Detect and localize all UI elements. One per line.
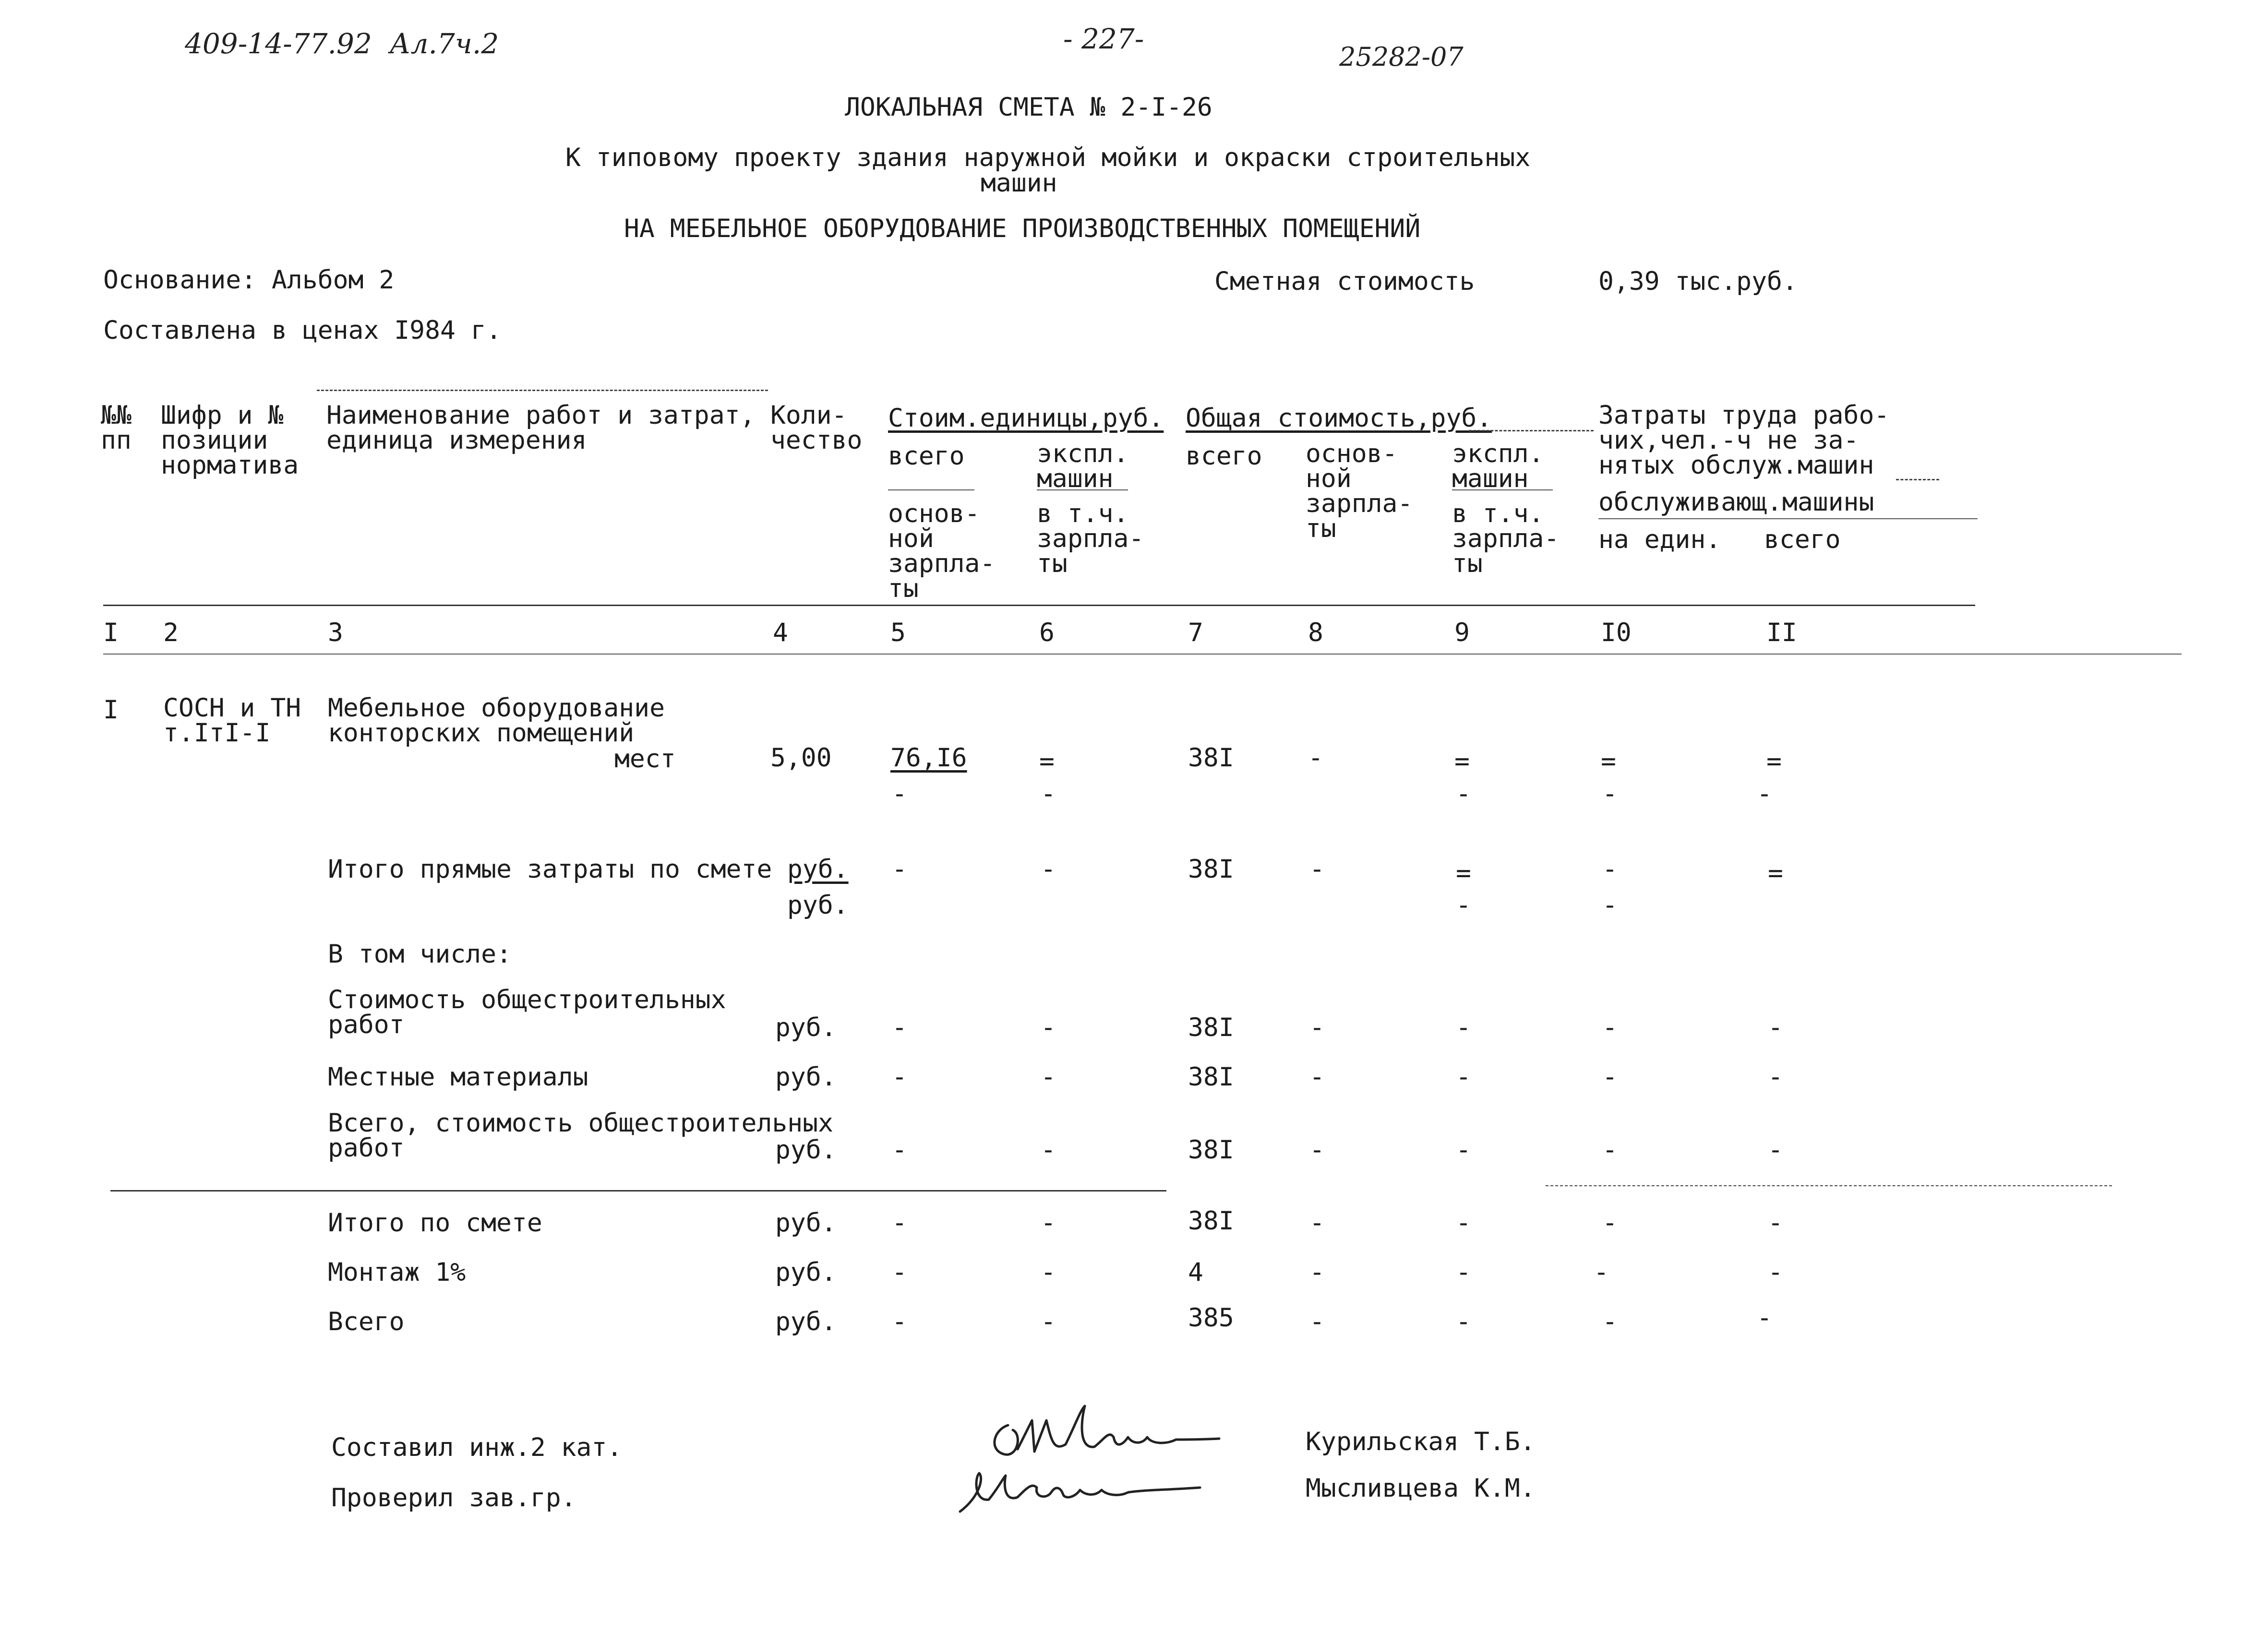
checked-by-label: Проверил зав.гр. xyxy=(331,1483,576,1513)
price-base: Составлена в ценах I984 г. xyxy=(103,316,502,345)
summary-c8: - xyxy=(1309,855,1325,884)
estimated-cost-label: Сметная стоимость xyxy=(1214,267,1475,296)
col-header-code: Шифр и № позиции норматива xyxy=(161,401,299,480)
row-number: I xyxy=(103,695,119,725)
col-header-labor: Затраты труда рабо- чих,чел.-ч не за- нятых обслуж.машин xyxy=(1598,401,1890,480)
col6-split-rule xyxy=(1037,489,1128,490)
row-total: 38I xyxy=(1188,743,1234,773)
summary-c11: - xyxy=(1768,1062,1783,1092)
summary-c11: - xyxy=(1768,1258,1783,1287)
row-unit: мест xyxy=(614,744,676,774)
summary-c5: - xyxy=(892,1208,907,1238)
col-header-9-bottom: в т.ч. зарпла- ты xyxy=(1452,499,1560,578)
summary-c10: - xyxy=(1602,1062,1618,1092)
row-sub-dash: - xyxy=(1041,779,1056,809)
col9-split-rule xyxy=(1452,489,1553,490)
col-header-11: всего xyxy=(1764,525,1841,554)
summary-c5: - xyxy=(892,855,907,884)
compiled-by-label: Составил инж.2 кат. xyxy=(331,1433,623,1462)
col-header-unit-cost: Стоим.единицы,руб. xyxy=(888,404,1164,433)
summary-c9: - xyxy=(1456,1013,1471,1042)
row-machine-cost: = xyxy=(1039,747,1055,776)
col-header-total-cost: Общая стоимость,руб. xyxy=(1186,404,1492,433)
col-number-11: II xyxy=(1766,618,1797,647)
header-total-underline xyxy=(1469,430,1594,431)
summary-c8: - xyxy=(1309,1307,1325,1336)
summary-c8: - xyxy=(1309,1013,1325,1042)
col5-split-rule xyxy=(888,489,974,490)
summary-unit: руб. xyxy=(775,1258,837,1287)
col-number-10: I0 xyxy=(1601,618,1632,647)
summary-c8: - xyxy=(1309,1135,1325,1165)
row-sub-dash: - xyxy=(892,779,907,809)
summary-name: Стоимость общестроительных работ xyxy=(328,985,726,1039)
row-salary: - xyxy=(1308,743,1323,773)
including-label: В том числе: xyxy=(328,940,512,969)
col-header-9-top: экспл. машин xyxy=(1452,439,1544,493)
summary-c9: - xyxy=(1456,1062,1471,1092)
summary-c10: - xyxy=(1602,1208,1618,1238)
summary-c9: - xyxy=(1456,1208,1471,1238)
subtitle-line-1: К типовому проекту здания наружной мойки и окраски строительных xyxy=(565,143,1531,172)
summary-c5: - xyxy=(892,1013,907,1042)
summary-c9: - xyxy=(1456,1307,1471,1336)
summary-name: Монтаж 1% xyxy=(328,1258,466,1287)
summary-name: Всего, стоимость общестроительных работ xyxy=(328,1108,833,1163)
col-header-name: Наименование работ и затрат, единица измерения xyxy=(326,401,756,455)
summary-unit: руб. xyxy=(775,1208,837,1238)
col-number-3: 3 xyxy=(328,618,343,647)
summary-c7: 385 xyxy=(1188,1303,1234,1333)
col-number-2: 2 xyxy=(163,618,179,647)
summary-unit-2: руб. xyxy=(787,891,849,920)
labor-sub-rule xyxy=(1598,518,1978,519)
col-header-5-bottom: основ- ной зарпла- ты xyxy=(888,499,996,603)
col-header-quantity: Коли- чество xyxy=(770,401,863,455)
doc-code-handwritten: 409-14-77.92 Ал.7ч.2 xyxy=(185,27,499,60)
summary-c6: - xyxy=(1041,1135,1056,1165)
header-labor-dash xyxy=(1896,479,1939,480)
col-number-6: 6 xyxy=(1039,618,1055,647)
totals-rule xyxy=(110,1190,1166,1191)
summary-c6: - xyxy=(1041,1013,1056,1042)
col-number-9: 9 xyxy=(1454,618,1470,647)
summary-c7: 4 xyxy=(1188,1258,1203,1287)
summary-c11: - xyxy=(1757,1303,1772,1333)
row-unit-cost: 76,I6 xyxy=(890,743,967,773)
summary-c10: - xyxy=(1602,855,1618,884)
summary-c10: - xyxy=(1602,1135,1618,1165)
totals-rule-right xyxy=(1546,1185,2112,1186)
document-title: ЛОКАЛЬНАЯ СМЕТА № 2-I-26 xyxy=(845,93,1212,122)
header-bottom-rule xyxy=(103,605,1975,606)
summary-unit: руб. xyxy=(775,1013,837,1042)
col-number-4: 4 xyxy=(773,618,788,647)
header-top-rule xyxy=(317,390,768,391)
row-sub-dash: - xyxy=(1757,779,1772,809)
summary-c5: - xyxy=(892,1307,907,1336)
summary-c6: - xyxy=(1041,855,1056,884)
col-number-7: 7 xyxy=(1188,618,1203,647)
row-quantity: 5,00 xyxy=(770,743,832,773)
summary-c6: - xyxy=(1041,1208,1056,1238)
summary-name: Всего xyxy=(328,1307,405,1336)
row-machines: = xyxy=(1454,747,1470,776)
summary-unit: руб. xyxy=(787,855,849,884)
page-number: - 227- xyxy=(1063,23,1144,55)
col-header-6-top: экспл. машин xyxy=(1037,439,1129,493)
row-sub-dash: - xyxy=(1602,779,1618,809)
summary-c11: - xyxy=(1768,1013,1783,1042)
col-header-6-bottom: в т.ч. зарпла- ты xyxy=(1037,499,1144,578)
summary-c5: - xyxy=(892,1135,907,1165)
summary-c10: - xyxy=(1594,1258,1609,1287)
summary-c5: - xyxy=(892,1258,907,1287)
summary-c6: - xyxy=(1041,1062,1056,1092)
subtitle-line-2: машин xyxy=(981,168,1057,198)
summary-c7: 38I xyxy=(1188,1135,1234,1165)
summary-name: Итого прямые затраты по смете xyxy=(328,855,772,884)
summary-unit: руб. xyxy=(775,1135,837,1165)
col-header-5-top: всего xyxy=(888,441,965,471)
summary-c11: - xyxy=(1768,1208,1783,1238)
summary-c5: - xyxy=(892,1062,907,1092)
summary-c7: 38I xyxy=(1188,1206,1234,1236)
col-number-8: 8 xyxy=(1308,618,1323,647)
col-header-number: №№ пп xyxy=(101,401,132,455)
summary-c7: 38I xyxy=(1188,855,1234,884)
summary-name: Итого по смете xyxy=(328,1208,542,1238)
section-title: НА МЕБЕЛЬНОЕ ОБОРУДОВАНИЕ ПРОИЗВОДСТВЕННЫХ ПОМЕЩЕНИЙ xyxy=(624,214,1421,243)
col-number-1: I xyxy=(103,618,119,647)
row-code: СОСН и ТН т.IтI-I xyxy=(163,693,301,748)
summary-c10: - xyxy=(1602,1307,1618,1336)
row-labor-total: = xyxy=(1766,747,1782,776)
column-numbers-rule xyxy=(103,654,2182,655)
row-name: Мебельное оборудование конторских помещений xyxy=(328,693,665,748)
summary-c6: - xyxy=(1041,1258,1056,1287)
handwritten-signatures xyxy=(950,1392,1248,1545)
summary-c11: - xyxy=(1768,1135,1783,1165)
summary-c9: = xyxy=(1456,858,1471,888)
summary-c10: - xyxy=(1602,1013,1618,1042)
col-header-7: всего xyxy=(1186,441,1262,471)
summary-c8: - xyxy=(1309,1062,1325,1092)
summary-c7: 38I xyxy=(1188,1062,1234,1092)
summary-c6: - xyxy=(1041,1307,1056,1336)
compiled-by-name: Курильская Т.Б. xyxy=(1306,1427,1536,1456)
col-header-labor-sub: обслуживающ.машины xyxy=(1598,488,1874,517)
summary-unit: руб. xyxy=(775,1307,837,1336)
summary-unit: руб. xyxy=(775,1062,837,1092)
summary-sub-dash: - xyxy=(1602,891,1618,920)
summary-c11: = xyxy=(1768,858,1783,888)
col-header-8: основ- ной зарпла- ты xyxy=(1306,439,1413,543)
checked-by-name: Мысливцева К.М. xyxy=(1306,1474,1536,1503)
row-sub-dash: - xyxy=(1456,779,1471,809)
row-labor-unit: = xyxy=(1601,747,1616,776)
basis-label: Основание: Альбом 2 xyxy=(103,265,395,295)
col-number-5: 5 xyxy=(890,618,906,647)
summary-name: Местные материалы xyxy=(328,1062,588,1092)
archive-number: 25282-07 xyxy=(1339,42,1464,72)
col-header-10: на един. xyxy=(1598,525,1721,554)
summary-sub-dash: - xyxy=(1456,891,1471,920)
summary-c9: - xyxy=(1456,1258,1471,1287)
estimated-cost-value: 0,39 тыс.руб. xyxy=(1598,267,1798,296)
summary-c7: 38I xyxy=(1188,1013,1234,1042)
summary-c8: - xyxy=(1309,1258,1325,1287)
summary-c8: - xyxy=(1309,1208,1325,1238)
summary-c9: - xyxy=(1456,1135,1471,1165)
